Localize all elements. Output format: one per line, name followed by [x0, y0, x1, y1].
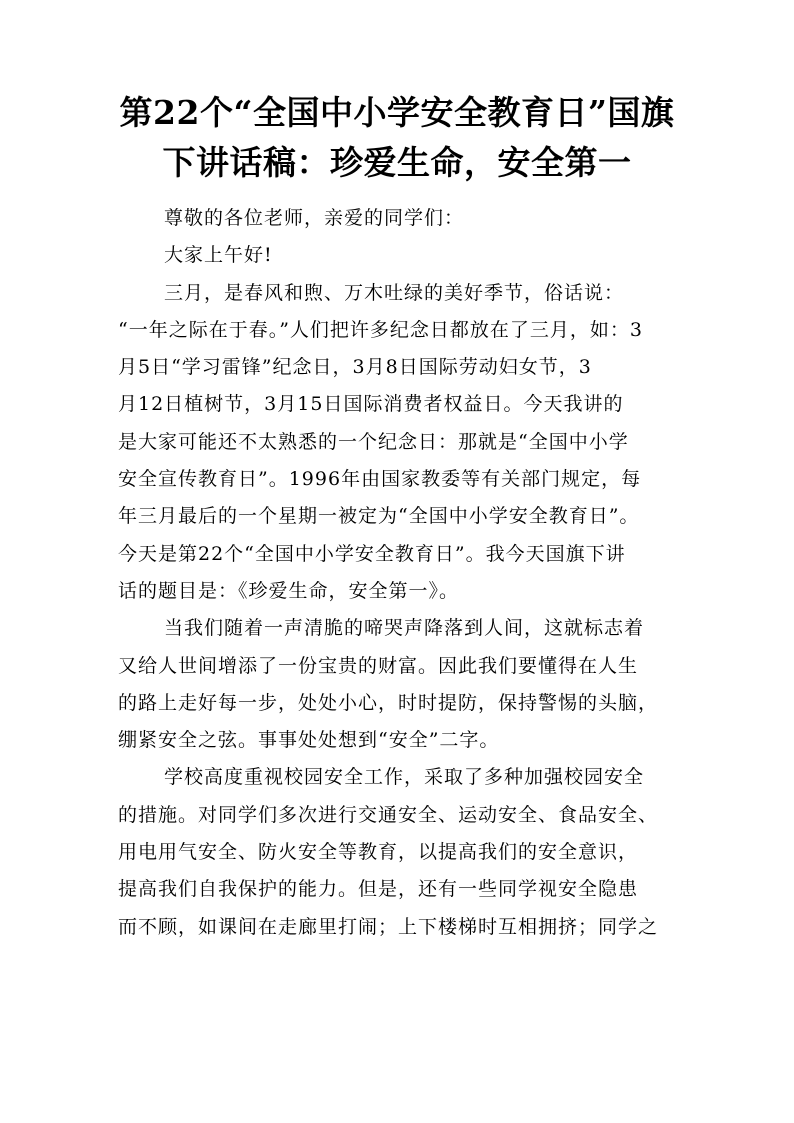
paragraph-line: 月12日植树节，3月15日国际消费者权益日。今天我讲的 [118, 393, 624, 416]
document-title [118, 88, 676, 188]
paragraph-line: 年三月最后的一个星期一被定为“全国中小学安全教育日”。 [118, 505, 640, 528]
paragraph-line: “一年之际在于春。”人们把许多纪念日都放在了三月，如：3 [118, 318, 644, 341]
paragraph-line: 今天是第22个“全国中小学安全教育日”。我今天国旗下讲 [118, 542, 626, 565]
paragraph-line: 的路上走好每一步，处处小心，时时提防，保持警惕的头脑， [118, 691, 659, 714]
paragraph-line: 而不顾，如课间在走廊里打闹；上下楼梯时互相拥挤；同学之 [118, 915, 659, 938]
paragraph-line: 话的题目是：《珍爱生命，安全第一》。 [118, 579, 460, 602]
paragraph-line: 当我们随着一声清脆的啼哭声降落到人间，这就标志着 [164, 617, 645, 640]
title-line-1: 第22个“全国中小学安全教育日”国旗 [119, 93, 675, 132]
greeting-line: 大家上午好! [164, 244, 273, 267]
paragraph-line: 绷紧安全之弦。事事处处想到“安全”二字。 [118, 729, 500, 752]
paragraph-line: 安全宣传教育日”。1996年由国家教委等有关部门规定，每 [118, 468, 642, 491]
paragraph-line: 是大家可能还不太熟悉的一个纪念日：那就是“全国中小学 [118, 430, 629, 453]
paragraph-line: 又给人世间增添了一份宝贵的财富。因此我们要懂得在人生 [118, 654, 639, 677]
paragraph-line: 提高我们自我保护的能力。但是，还有一些同学视安全隐患 [118, 878, 639, 901]
paragraph-line: 学校高度重视校园安全工作，采取了多种加强校园安全 [164, 766, 645, 789]
title-line-2: 下讲话稿：珍爱生命，安全第一 [162, 143, 632, 182]
salutation-line: 尊敬的各位老师，亲爱的同学们： [164, 207, 465, 229]
paragraph-line: 月5日“学习雷锋”纪念日，3月8日国际劳动妇女节，3 [118, 356, 592, 379]
paragraph-line: 三月，是春风和煦、万木吐绿的美好季节，俗话说： [164, 281, 625, 304]
paragraph-line: 的措施。对同学们多次进行交通安全、运动安全、食品安全、 [118, 803, 659, 826]
document-body [118, 200, 676, 946]
paragraph-line: 用电用气安全、防火安全等教育，以提高我们的安全意识， [118, 841, 639, 864]
